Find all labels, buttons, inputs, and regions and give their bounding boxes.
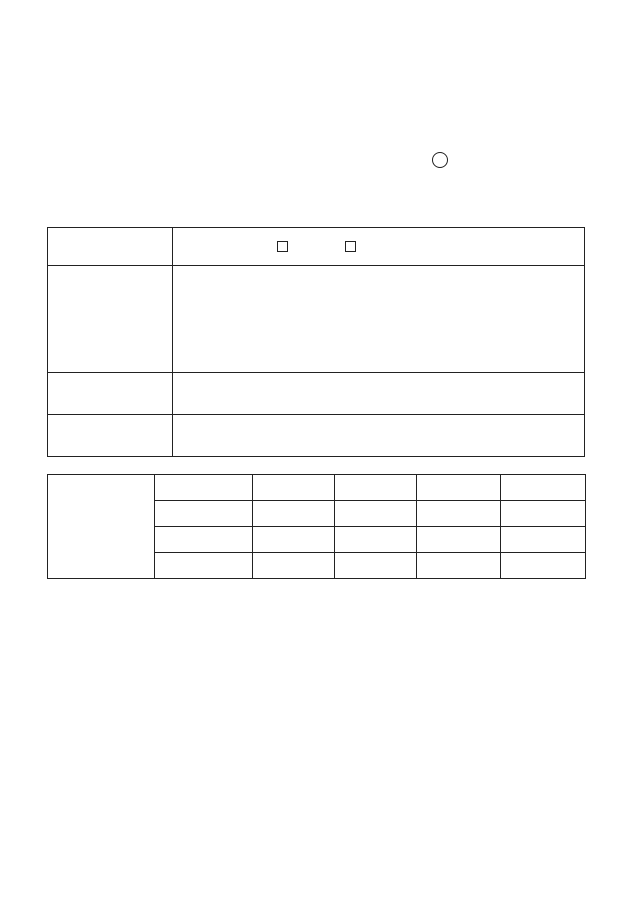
header-basic [253, 475, 335, 501]
dates-cell [173, 266, 585, 373]
refund-kiln[interactable] [417, 553, 501, 579]
reason-label [48, 415, 173, 457]
row-refund-label [155, 553, 253, 579]
room-label [48, 373, 173, 415]
changed-kiln[interactable] [417, 527, 501, 553]
seal-icon [432, 152, 448, 168]
paid-basic[interactable] [253, 501, 335, 527]
disapprove-checkbox[interactable] [345, 241, 356, 252]
room-value[interactable] [173, 373, 585, 415]
issuer [426, 152, 448, 168]
refund-basic[interactable] [253, 553, 335, 579]
refund-total[interactable] [501, 553, 586, 579]
paid-kiln[interactable] [417, 501, 501, 527]
changed-total[interactable] [501, 527, 586, 553]
decision-label [48, 228, 173, 266]
refund-extra[interactable] [335, 553, 417, 579]
header-kiln [417, 475, 501, 501]
paid-total[interactable] [501, 501, 586, 527]
row-paid-label [155, 501, 253, 527]
approve-checkbox[interactable] [277, 241, 288, 252]
changed-basic[interactable] [253, 527, 335, 553]
header-extra [335, 475, 417, 501]
header-total [501, 475, 586, 501]
reason-value[interactable] [173, 415, 585, 457]
decision-table [47, 227, 585, 457]
header-kubun-fee [155, 475, 253, 501]
decision-options [173, 228, 585, 266]
refund-table [47, 474, 586, 579]
row-changed-label [155, 527, 253, 553]
paid-extra[interactable] [335, 501, 417, 527]
changed-extra[interactable] [335, 527, 417, 553]
dates-label [48, 266, 173, 373]
refund-row-label [48, 475, 155, 579]
